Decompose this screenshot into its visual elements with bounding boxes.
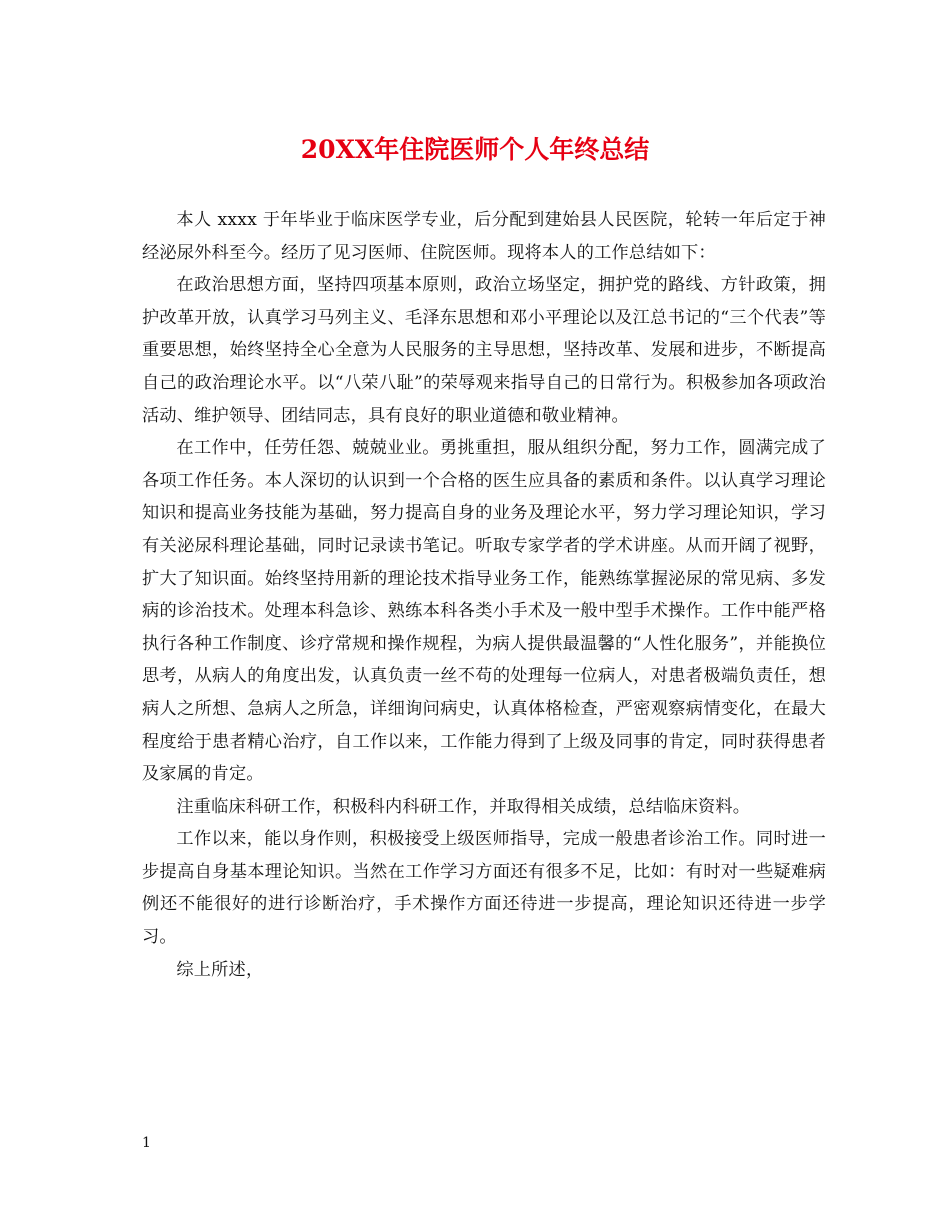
page-number: 1 (142, 1135, 151, 1151)
paragraph-work: 在工作中，任劳任怨、兢兢业业。勇挑重担，服从组织分配，努力工作，圆满完成了各项工作任务。本人深切的认识到一个合格的医生应具备的素质和条件。以认真学习理论知识和提高业务技能为基础，努力提高自身的业务及理论水平，努力学习理论知识，学习有关泌尿科理论基础，同时记录读书笔记。听取专家学者的学术讲座。从而开阔了视野，扩大了知识面。始终坚持用新的理论技术指导业务工作，能熟练掌握泌尿的常见病、多发病的诊治技术。处理本科急诊、熟练本科各类小手术及一般中型手术操作。工作中能严格执行各种工作制度、诊疗常规和操作规程，为病人提供最温馨的“人性化服务”，并能换位思考，从病人的角度出发，认真负责一丝不苟的处理每一位病人，对患者极端负责任，想病人之所想、急病人之所急，详细询问病史，认真体格检查，严密观察病情变化，在最大程度给于患者精心治疗，自工作以来，工作能力得到了上级及同事的肯定，同时获得患者及家属的肯定。 (142, 438, 826, 785)
paragraph-political: 在政治思想方面，坚持四项基本原则，政治立场坚定，拥护党的路线、方针政策，拥护改革开放，认真学习马列主义、毛泽东思想和邓小平理论以及江总书记的“三个代表”等重要思想，始终坚持全心全意为人民服务的主导思想，坚持改革、发展和进步，不断提高自己的政治理论水平。以“八荣八耻”的荣辱观来指导自己的日常行为。积极参加各项政治活动、维护领导、团结同志，具有良好的职业道德和敬业精神。 (142, 275, 826, 426)
document-body (142, 204, 826, 986)
paragraph-intro: 本人 xxxx 于年毕业于临床医学专业，后分配到建始县人民医院，轮转一年后定于神经泌尿外科至今。经历了见习医师、住院医师。现将本人的工作总结如下： (142, 210, 826, 263)
document-title: 20XX年住院医师个人年终总结 (300, 135, 650, 164)
paragraph-research: 注重临床科研工作，积极科内科研工作，并取得相关成绩，总结临床资料。 (176, 796, 751, 817)
paragraph-shortcomings: 工作以来，能以身作则，积极接受上级医师指导，完成一般患者诊治工作。同时进一步提高自身基本理论知识。当然在工作学习方面还有很多不足，比如：有时对一些疑难病例还不能很好的进行诊断治疗，手术操作方面还待进一步提高，理论知识还待进一步学习。 (142, 829, 826, 948)
paragraph-conclusion: 综上所述， (176, 959, 264, 980)
